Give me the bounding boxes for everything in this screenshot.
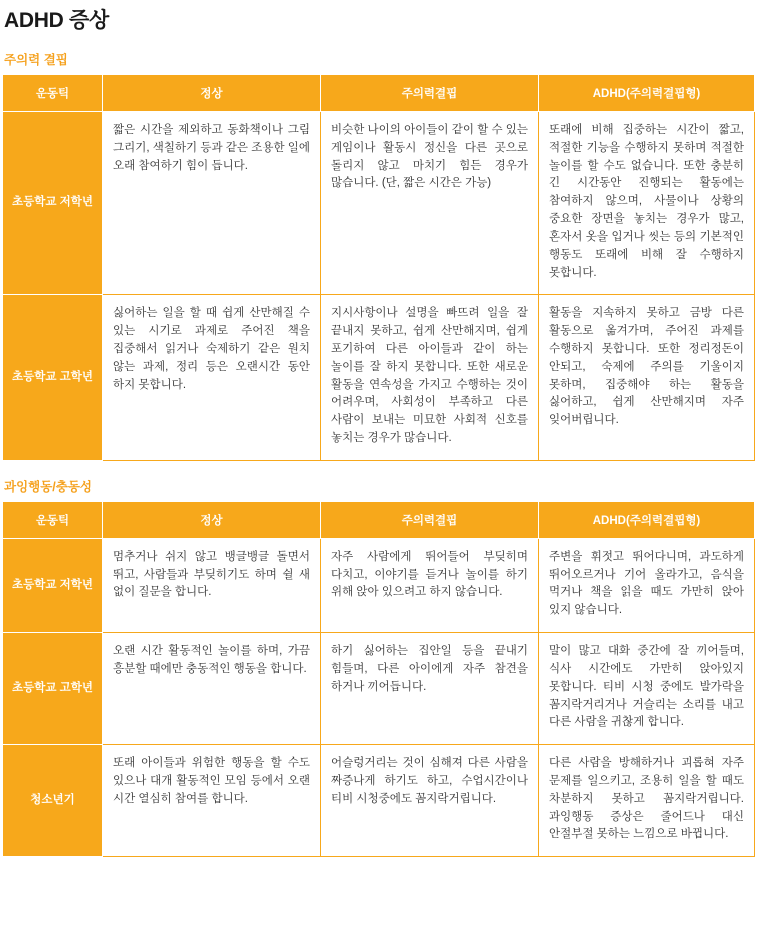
column-header-category: 운동틱 bbox=[3, 75, 103, 112]
row-label-grade: 초등학교 고학년 bbox=[3, 633, 103, 745]
section-title-inattention: 주의력 결핍 bbox=[4, 53, 68, 67]
column-header-inattention: 주의력결핍 bbox=[321, 75, 539, 112]
column-header-inattention: 주의력결핍 bbox=[321, 501, 539, 538]
table-row bbox=[3, 745, 755, 857]
symptom-table-inattention bbox=[2, 74, 755, 461]
cell-adhd: 활동을 지속하지 못하고 금방 다른 활동으로 옮겨가며, 주어진 과제를 수행하지 못합니다. 또한 정리정돈이 안되고, 숙제에 주의를 기울이지 못하며, 집중해야 하는 활동을 싫어하고, 쉽게 산만해지며 자주 잊어버립니다. bbox=[539, 295, 755, 461]
cell-normal: 멈추거나 쉬지 않고 뱅글뱅글 돌면서 뛰고, 사람들과 부딪히기도 하며 쉴 새 없이 질문을 합니다. bbox=[103, 538, 321, 632]
row-label-grade: 초등학교 저학년 bbox=[3, 112, 103, 295]
cell-normal: 싫어하는 일을 할 때 쉽게 산만해질 수 있는 시기로 과제로 주어진 책을 집중해서 읽거나 숙제하기 같은 원치 않는 과제, 정리 등은 오랜시간 동안 하지 못합니다. bbox=[103, 295, 321, 461]
table-row bbox=[3, 633, 755, 745]
row-label-grade: 청소년기 bbox=[3, 745, 103, 857]
cell-inattention: 지시사항이나 설명을 빠뜨려 일을 잘 끝내지 못하고, 쉽게 산만해지며, 쉽게 포기하여 다른 아이들과 같이 하는 놀이를 잘 하지 못합니다. 또한 새로운 활동을 연속성을 가지고 수행하는 것이 어려우며, 사회성이 부족하고 다른 사람이 보내는 미묘한 사회적 신호를 놓치는 경우가 많습니다. bbox=[321, 295, 539, 461]
column-header-category: 운동틱 bbox=[3, 501, 103, 538]
row-label-grade: 초등학교 저학년 bbox=[3, 538, 103, 632]
adhd-symptom-page bbox=[0, 4, 760, 857]
table-header-row bbox=[3, 501, 755, 538]
column-header-adhd: ADHD(주의력결핍형) bbox=[539, 75, 755, 112]
cell-adhd: 주변을 휘젓고 뛰어다니며, 과도하게 뛰어오르거나 기어 올라가고, 음식을 먹거나 책을 읽을 때도 가만히 앉아 있지 않습니다. bbox=[539, 538, 755, 632]
table-header-row bbox=[3, 75, 755, 112]
row-label-grade: 초등학교 고학년 bbox=[3, 295, 103, 461]
cell-adhd: 또래에 비해 집중하는 시간이 짧고, 적절한 기능을 수행하지 못하며 적절한 놀이를 할 수도 없습니다. 또한 충분히 긴 시간동안 진행되는 활동에는 참여하지 않으며, 사물이나 상황의 중요한 장면을 놓치는 경우가 많고, 혼자서 옷을 입거나 씻는 등의 기본적인 행동도 또래에 비해 잘 수행하지 못합니다. bbox=[539, 112, 755, 295]
cell-normal: 오랜 시간 활동적인 놀이를 하며, 가끔 흥분할 때에만 충동적인 행동을 합니다. bbox=[103, 633, 321, 745]
cell-inattention: 하기 싫어하는 집안일 등을 끝내기 힘들며, 다른 아이에게 자주 참견을 하거나 끼어듭니다. bbox=[321, 633, 539, 745]
cell-adhd: 다른 사람을 방해하거나 괴롭혀 자주 문제를 일으키고, 조용히 일을 할 때도 차분하지 못하고 꼼지락거립니다. 과잉행동 증상은 줄어드나 대신 안절부절 못하는 느낌으로 바뀝니다. bbox=[539, 745, 755, 857]
column-header-normal: 정상 bbox=[103, 501, 321, 538]
table-row bbox=[3, 295, 755, 461]
cell-normal: 또래 아이들과 위험한 행동을 할 수도 있으나 대개 활동적인 모임 등에서 오랜 시간 열심히 참여를 합니다. bbox=[103, 745, 321, 857]
cell-inattention: 자주 사람에게 뛰어들어 부딪히며 다치고, 이야기를 듣거나 놀이를 하기 위해 앉아 있으려고 하지 않습니다. bbox=[321, 538, 539, 632]
column-header-adhd: ADHD(주의력결핍형) bbox=[539, 501, 755, 538]
column-header-normal: 정상 bbox=[103, 75, 321, 112]
page-title: ADHD 증상 bbox=[4, 9, 109, 32]
table-row bbox=[3, 538, 755, 632]
section-title-hyperactivity: 과잉행동/충동성 bbox=[4, 479, 92, 494]
cell-inattention: 비슷한 나이의 아이들이 같이 할 수 있는 게임이나 활동시 정신을 다른 곳으로 돌리지 않고 마치기 힘든 경우가 많습니다. (단, 짧은 시간은 가능) bbox=[321, 112, 539, 295]
symptom-table-hyperactivity bbox=[2, 501, 755, 857]
cell-normal: 짧은 시간을 제외하고 동화책이나 그림 그리기, 색칠하기 등과 같은 조용한 일에 오래 참여하기 힘이 듭니다. bbox=[103, 112, 321, 295]
cell-adhd: 말이 많고 대화 중간에 잘 끼어들며, 식사 시간에도 가만히 앉아있지 못합니다. 티비 시청 중에도 발가락을 꼼지락거리거나 거슬리는 소리를 내고 다른 사람을 귀찮게 합니다. bbox=[539, 633, 755, 745]
table-row bbox=[3, 112, 755, 295]
cell-inattention: 어슬렁거리는 것이 심해져 다른 사람을 짜증나게 하기도 하고, 수업시간이나 티비 시청중에도 꼼지락거립니다. bbox=[321, 745, 539, 857]
